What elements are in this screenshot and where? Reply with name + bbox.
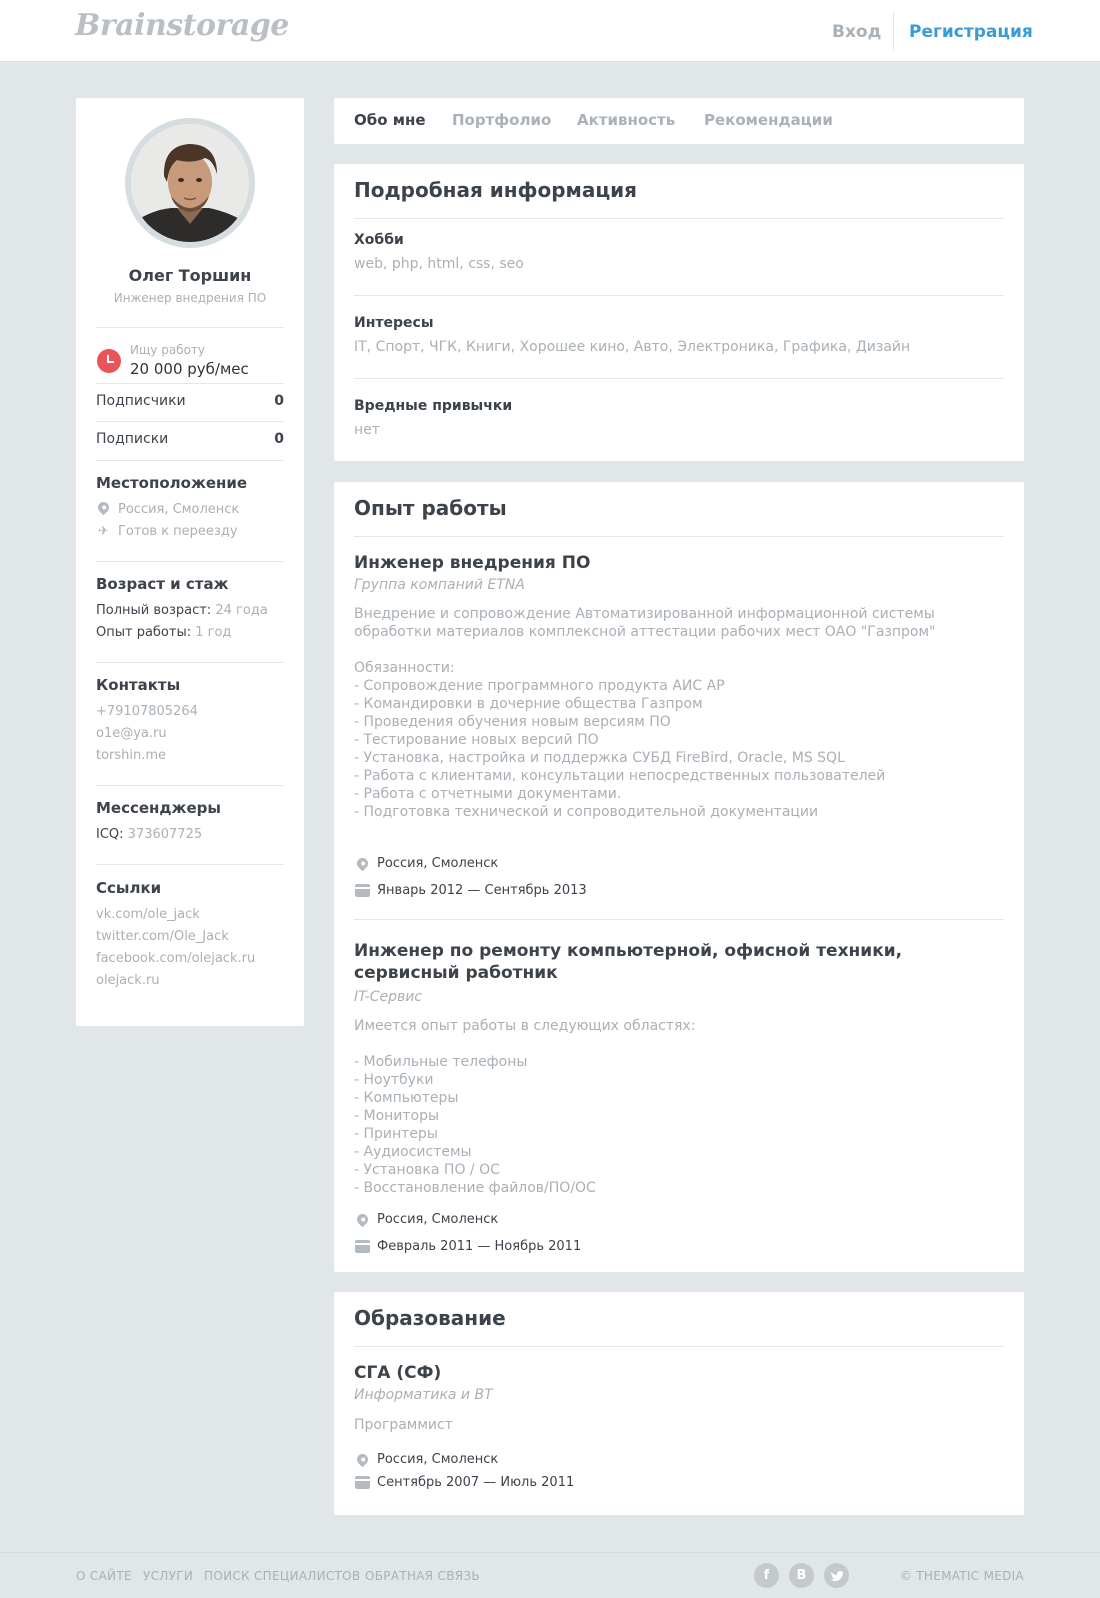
relocation-text: Готов к переезду bbox=[118, 524, 238, 539]
divider bbox=[96, 864, 284, 865]
experience-line bbox=[96, 625, 231, 640]
site-logo[interactable]: Brainstorage bbox=[75, 8, 289, 43]
job-period-text: Январь 2012 — Сентябрь 2013 bbox=[377, 883, 587, 898]
education-location bbox=[354, 1452, 498, 1467]
divider bbox=[354, 295, 1004, 296]
map-pin-icon bbox=[354, 858, 370, 869]
following-label[interactable]: Подписки bbox=[96, 431, 169, 447]
divider bbox=[96, 561, 284, 562]
facebook-icon[interactable]: f bbox=[754, 1563, 779, 1588]
specialty-text: Программист bbox=[354, 1417, 453, 1433]
site-link[interactable]: torshin.me bbox=[96, 748, 167, 763]
age-value: 24 года bbox=[215, 603, 268, 618]
map-pin-icon bbox=[96, 502, 111, 517]
footer-about-link[interactable]: О САЙТЕ bbox=[76, 1569, 132, 1583]
job-description: Внедрение и сопровождение Автоматизированной информационной системы обработки материалов комплексной аттестации рабочих мест ОАО "Газпром" Обязанности: - Сопровождение программного продукта АИС АР - Командировки в дочерние общества Газпром - Проведения обучения новым версиям ПО - Тестирование новых версий ПО - Установка, настройка и поддержка СУБД FireBird, Oracle, MS SQL - Работа с клиентами, консультации непосредственных пользователей - Работа с отчетными документами. - Подготовка технической и сопроводительной документации bbox=[354, 606, 936, 820]
location-text: Россия, Смоленск bbox=[118, 502, 240, 517]
school-name: СГА (СФ) bbox=[354, 1363, 442, 1383]
age-label: Полный возраст: bbox=[96, 603, 212, 618]
icq-line bbox=[96, 827, 202, 842]
divider bbox=[354, 378, 1004, 379]
location-heading: Местоположение bbox=[96, 474, 248, 492]
divider bbox=[354, 919, 1004, 920]
tab-about[interactable]: Обо мне bbox=[354, 111, 426, 129]
education-card bbox=[334, 1292, 1024, 1515]
experience-card bbox=[334, 482, 1024, 1272]
following-count[interactable]: 0 bbox=[274, 431, 284, 447]
footer-search-link[interactable]: ПОИСК СПЕЦИАЛИСТОВ bbox=[204, 1569, 361, 1583]
footer-feedback-link[interactable]: ОБРАТНАЯ СВЯЗЬ bbox=[365, 1569, 480, 1583]
habits-value: нет bbox=[354, 422, 380, 438]
experience-title: Опыт работы bbox=[354, 496, 507, 520]
job-description: Имеется опыт работы в следующих областях: - Мобильные телефоны - Ноутбуки - Компьютеры - Мониторы - Принтеры - Аудиосистемы - Установка ПО / ОС - Восстановление файлов/ПО/ОС bbox=[354, 1018, 696, 1196]
hobby-value: web, php, html, css, seo bbox=[354, 256, 524, 272]
map-pin-icon bbox=[354, 1214, 370, 1225]
site-header bbox=[0, 0, 1100, 62]
calendar-icon bbox=[354, 884, 370, 897]
register-link[interactable]: Регистрация bbox=[909, 22, 1033, 42]
job-status-label: Ищу работу bbox=[130, 343, 205, 357]
footer-services-link[interactable]: УСЛУГИ bbox=[143, 1569, 194, 1583]
education-period-text: Сентябрь 2007 — Июль 2011 bbox=[377, 1475, 575, 1490]
tab-activity[interactable]: Активность bbox=[577, 111, 676, 129]
divider bbox=[96, 383, 284, 384]
avatar-photo bbox=[131, 124, 249, 242]
job-title: Инженер по ремонту компьютерной, офисной техники, сервисный работник bbox=[354, 941, 903, 983]
email-link[interactable]: o1e@ya.ru bbox=[96, 726, 167, 741]
login-link[interactable]: Вход bbox=[832, 22, 882, 42]
job-period-text: Февраль 2011 — Ноябрь 2011 bbox=[377, 1239, 582, 1254]
profile-role: Инженер внедрения ПО bbox=[113, 291, 267, 305]
blog-link[interactable]: olejack.ru bbox=[96, 973, 160, 988]
divider bbox=[96, 460, 284, 461]
vk-link[interactable]: vk.com/ole_jack bbox=[96, 907, 200, 922]
followers-label[interactable]: Подписчики bbox=[96, 393, 186, 409]
divider bbox=[96, 327, 284, 328]
tab-recommendations[interactable]: Рекомендации bbox=[704, 111, 833, 129]
company-name: IT-Сервис bbox=[354, 989, 423, 1005]
airplane-icon: ✈ bbox=[98, 524, 109, 539]
job-location bbox=[354, 856, 498, 871]
location-line bbox=[96, 502, 239, 517]
job-location bbox=[354, 1212, 498, 1227]
divider bbox=[96, 785, 284, 786]
relocation-line bbox=[96, 524, 238, 539]
education-period bbox=[354, 1475, 574, 1490]
salary-value: 20 000 руб/мес bbox=[130, 360, 249, 378]
contacts-heading: Контакты bbox=[96, 676, 181, 694]
icq-label: ICQ: bbox=[96, 827, 124, 842]
job-period bbox=[354, 883, 587, 898]
job-period bbox=[354, 1239, 581, 1254]
calendar-icon bbox=[354, 1476, 370, 1489]
experience-value: 1 год bbox=[195, 625, 232, 640]
details-card bbox=[334, 164, 1024, 461]
nav-divider bbox=[893, 12, 894, 50]
links-heading: Ссылки bbox=[96, 879, 162, 897]
experience-label: Опыт работы: bbox=[96, 625, 192, 640]
avatar-frame bbox=[125, 118, 255, 248]
avatar[interactable] bbox=[131, 124, 249, 242]
profile-sidebar bbox=[76, 98, 304, 1026]
job-location-text: Россия, Смоленск bbox=[377, 856, 499, 871]
company-name: Группа компаний ETNA bbox=[354, 577, 525, 593]
map-pin-icon bbox=[354, 1454, 370, 1465]
tab-portfolio[interactable]: Портфолио bbox=[452, 111, 552, 129]
twitter-icon[interactable] bbox=[824, 1563, 849, 1588]
job-title: Инженер внедрения ПО bbox=[354, 553, 591, 573]
profile-name: Олег Торшин bbox=[128, 266, 252, 285]
job-location-text: Россия, Смоленск bbox=[377, 1212, 499, 1227]
habits-label: Вредные привычки bbox=[354, 398, 513, 414]
education-title: Образование bbox=[354, 1306, 506, 1330]
divider bbox=[354, 1346, 1004, 1347]
divider bbox=[354, 536, 1004, 537]
calendar-icon bbox=[354, 1240, 370, 1253]
age-line bbox=[96, 603, 268, 618]
messengers-heading: Мессенджеры bbox=[96, 799, 221, 817]
facebook-link[interactable]: facebook.com/olejack.ru bbox=[96, 951, 256, 966]
profile-tabs bbox=[334, 98, 1024, 144]
education-location-text: Россия, Смоленск bbox=[377, 1452, 499, 1467]
hobby-label: Хобби bbox=[354, 232, 404, 248]
phone-text[interactable]: +79107805264 bbox=[96, 704, 198, 719]
details-title: Подробная информация bbox=[354, 178, 638, 202]
clock-icon bbox=[97, 349, 121, 373]
age-heading: Возраст и стаж bbox=[96, 575, 229, 593]
divider bbox=[96, 421, 284, 422]
twitter-link[interactable]: twitter.com/Ole_Jack bbox=[96, 929, 229, 944]
divider bbox=[354, 218, 1004, 219]
interests-value: IT, Спорт, ЧГК, Книги, Хорошее кино, Авто, Электроника, Графика, Дизайн bbox=[354, 339, 911, 355]
site-footer bbox=[0, 1552, 1100, 1598]
divider bbox=[96, 662, 284, 663]
icq-value: 373607725 bbox=[127, 827, 203, 842]
vk-icon[interactable]: B bbox=[789, 1563, 814, 1588]
followers-count[interactable]: 0 bbox=[274, 393, 284, 409]
faculty-name: Информатика и ВТ bbox=[354, 1387, 493, 1403]
copyright: © THEMATIC MEDIA bbox=[899, 1569, 1024, 1583]
interests-label: Интересы bbox=[354, 315, 434, 331]
